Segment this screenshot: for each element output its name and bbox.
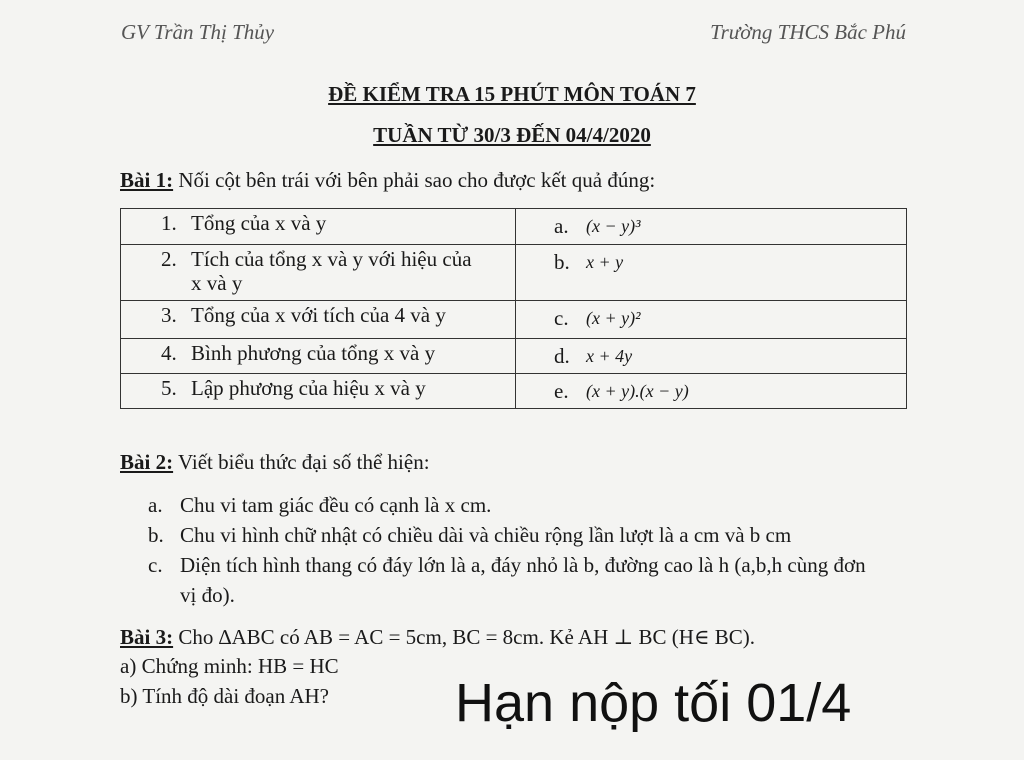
- item-letter: b.: [148, 523, 164, 547]
- bai1-text: Nối cột bên trái với bên phải sao cho được kết quả đúng:: [173, 168, 656, 192]
- right-expression: x + y: [586, 252, 624, 272]
- bai3-prompt: [120, 625, 755, 650]
- bai1-label: Bài 1:: [120, 168, 174, 192]
- item-text: Chu vi hình chữ nhật có chiều dài và chiều rộng lần lượt là a cm và b cm: [180, 523, 792, 547]
- row-letter: d.: [554, 344, 570, 368]
- left-item: Lập phương của hiệu x và y: [191, 376, 426, 400]
- bai1-prompt: [120, 168, 655, 193]
- row-number: 5.: [161, 376, 177, 400]
- left-item: Tổng của x với tích của 4 và y: [191, 303, 446, 327]
- row-number: 4.: [161, 341, 177, 365]
- matching-table: [120, 208, 907, 409]
- teacher-name: GV Trần Thị Thủy: [121, 20, 275, 44]
- deadline-note: Hạn nộp tối 01/4: [455, 673, 852, 733]
- table-row: [121, 301, 907, 339]
- left-item: Tích của tổng x và y với hiệu của x và y: [191, 247, 472, 295]
- row-letter: b.: [554, 250, 570, 274]
- exam-week: TUẦN TỪ 30/3 ĐẾN 04/4/2020: [373, 123, 651, 147]
- right-expression: (x − y)³: [586, 216, 641, 236]
- row-letter: c.: [554, 306, 569, 330]
- item-letter: c.: [148, 553, 163, 577]
- row-number: 2.: [161, 247, 177, 271]
- row-number: 3.: [161, 303, 177, 327]
- right-expression: (x + y)²: [586, 308, 641, 328]
- right-expression: x + 4y: [586, 346, 633, 366]
- school-name: Trường THCS Bắc Phú: [710, 20, 906, 44]
- table-row: [121, 339, 907, 374]
- bai3-text: Cho ∆ABC có AB = AC = 5cm, BC = 8cm. Kẻ AH ⊥ BC (H∈ BC).: [173, 625, 755, 649]
- list-item: [148, 490, 878, 520]
- left-item: Bình phương của tổng x và y: [191, 341, 436, 365]
- row-letter: e.: [554, 379, 569, 403]
- list-item: [148, 550, 878, 610]
- row-number: 1.: [161, 211, 177, 235]
- bai3-part-a: a) Chứng minh: HB = HC: [120, 654, 339, 678]
- table-row: [121, 245, 907, 301]
- left-item: Tổng của x và y: [191, 211, 327, 235]
- bai2-label: Bài 2:: [120, 450, 174, 474]
- item-text: Chu vi tam giác đều có cạnh là x cm.: [180, 493, 492, 517]
- table-row: [121, 209, 907, 245]
- bai3-label: Bài 3:: [120, 625, 174, 649]
- bai2-list: [148, 490, 878, 610]
- exam-title: ĐỀ KIỂM TRA 15 PHÚT MÔN TOÁN 7: [328, 82, 696, 106]
- list-item: [148, 520, 878, 550]
- table-row: [121, 374, 907, 409]
- row-letter: a.: [554, 214, 569, 238]
- item-letter: a.: [148, 493, 163, 517]
- bai2-prompt: [120, 450, 430, 475]
- bai3-part-b: b) Tính độ dài đoạn AH?: [120, 684, 329, 708]
- item-text: Diện tích hình thang có đáy lớn là a, đáy nhỏ là b, đường cao là h (a,b,h cùng đơn vị đo).: [180, 553, 866, 607]
- bai2-text: Viết biểu thức đại số thể hiện:: [173, 450, 430, 474]
- right-expression: (x + y).(x − y): [586, 381, 689, 401]
